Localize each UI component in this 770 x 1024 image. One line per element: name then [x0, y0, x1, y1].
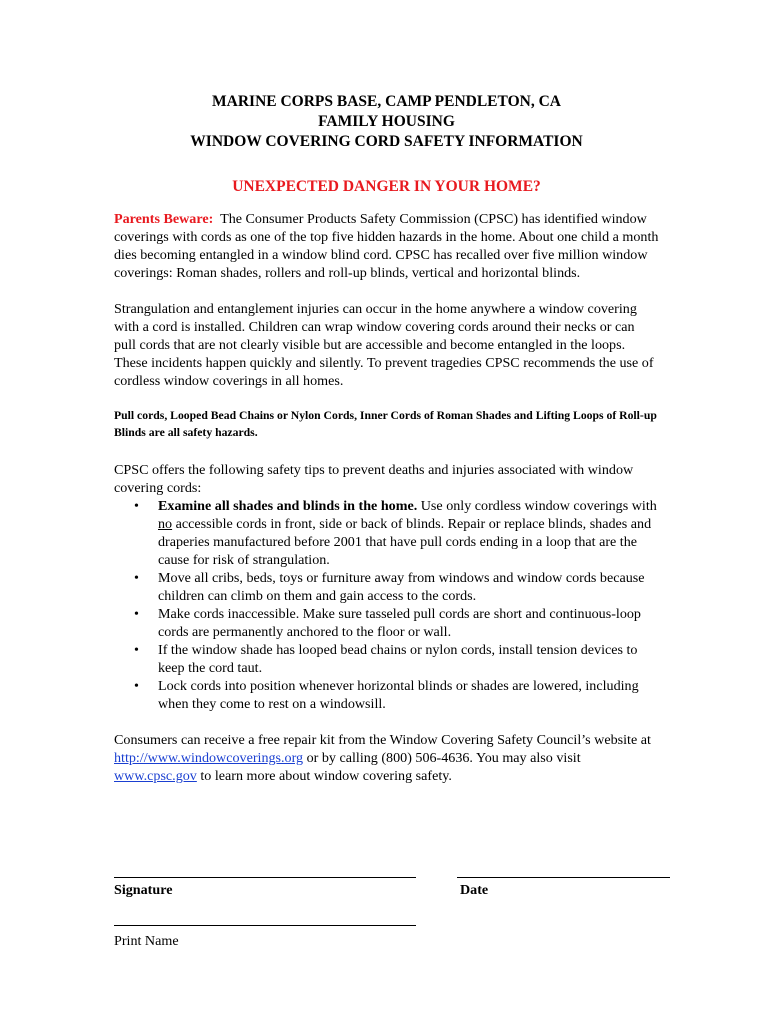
- bullet-icon: •: [134, 606, 139, 622]
- signature-label: Signature: [114, 882, 173, 898]
- intro-paragraph: [114, 210, 659, 282]
- bullet-icon: •: [134, 642, 139, 658]
- alert-title: UNEXPECTED DANGER IN YOUR HOME?: [232, 178, 541, 195]
- tip-tension-text: If the window shade has looped bead chains or nylon cords, install tension devices to keep the cord taut.: [158, 642, 638, 676]
- repair-kit-text-2: or by calling (800) 506-4636. You may also visit: [303, 750, 581, 766]
- document-page: [114, 92, 659, 785]
- print-name-line[interactable]: [114, 925, 416, 926]
- repair-kit-paragraph: [114, 731, 659, 785]
- bullet-icon: •: [134, 678, 139, 694]
- safety-tips-list: [114, 497, 659, 713]
- header-line-housing: FAMILY HOUSING: [318, 113, 455, 130]
- repair-kit-text-3: to learn more about window covering safety.: [196, 768, 452, 784]
- tip-inaccessible-text: Make cords inaccessible. Make sure tasseled pull cords are short and continuous-loop cords are permanently anchored to the floor or wall.: [158, 606, 641, 640]
- signature-block: [114, 877, 674, 957]
- tip-examine-no: no: [158, 516, 173, 532]
- tip-examine-text-a: Use only cordless window coverings with: [417, 498, 657, 514]
- tip-lock-text: Lock cords into position whenever horizontal blinds or shades are lowered, including when they come to rest on a windowsill.: [158, 678, 639, 712]
- windowcoverings-link[interactable]: http://www.windowcoverings.org: [114, 750, 304, 766]
- cpsc-link[interactable]: www.cpsc.gov: [114, 768, 197, 784]
- date-label: Date: [460, 882, 489, 898]
- header-line-title: WINDOW COVERING CORD SAFETY INFORMATION: [190, 133, 583, 150]
- strangulation-paragraph: Strangulation and entanglement injuries can occur in the home anywhere a window covering with a cord is installed. Children can wrap window covering cords around their necks or can pull cords that are not clearly visible but are accessible and become entangled in the loops. These incidents happen quickly and silently. To prevent tragedies CPSC recommends the use of cordless window coverings in all homes.: [114, 301, 654, 389]
- safety-tip-lock-cords: [114, 677, 659, 713]
- repair-kit-text-1: Consumers can receive a free repair kit from the Window Covering Safety Council’s website at: [114, 732, 651, 748]
- bullet-icon: •: [134, 498, 139, 514]
- safety-tip-tension-devices: [114, 641, 659, 677]
- bullet-icon: •: [134, 570, 139, 586]
- parents-beware-label: Parents Beware:: [114, 211, 214, 227]
- print-name-label: Print Name: [114, 933, 179, 949]
- tips-intro: CPSC offers the following safety tips to prevent deaths and injuries associated with window covering cords:: [114, 462, 634, 496]
- document-header: [114, 92, 659, 152]
- safety-tip-examine: [114, 497, 659, 569]
- tip-examine-strong: Examine all shades and blinds in the home.: [158, 498, 418, 514]
- tip-move-text: Move all cribs, beds, toys or furniture away from windows and window cords because children can climb on them and gain access to the cords.: [158, 570, 645, 604]
- safety-tip-inaccessible: [114, 605, 659, 641]
- date-line[interactable]: [457, 877, 670, 878]
- header-line-base: MARINE CORPS BASE, CAMP PENDLETON, CA: [212, 93, 561, 110]
- signature-line[interactable]: [114, 877, 416, 878]
- hazard-warning: Pull cords, Looped Bead Chains or Nylon Cords, Inner Cords of Roman Shades and Lifting Loops of Roll-up Blinds are all safety hazards.: [114, 409, 657, 439]
- safety-tip-move-furniture: [114, 569, 659, 605]
- intro-text: The Consumer Products Safety Commission (CPSC) has identified window coverings with cords as one of the top five hidden hazards in the home. About one child a month dies becoming entangled in a window blind cord. CPSC has recalled over five million window coverings: Roman shades, rollers and roll-up blinds, vertical and horizontal blinds.: [114, 211, 659, 281]
- tip-examine-text-b: accessible cords in front, side or back of blinds. Repair or replace blinds, shades and draperies manufactured before 2001 that have pull cords ending in a loop that are the cause for risk of strangulation.: [158, 516, 652, 568]
